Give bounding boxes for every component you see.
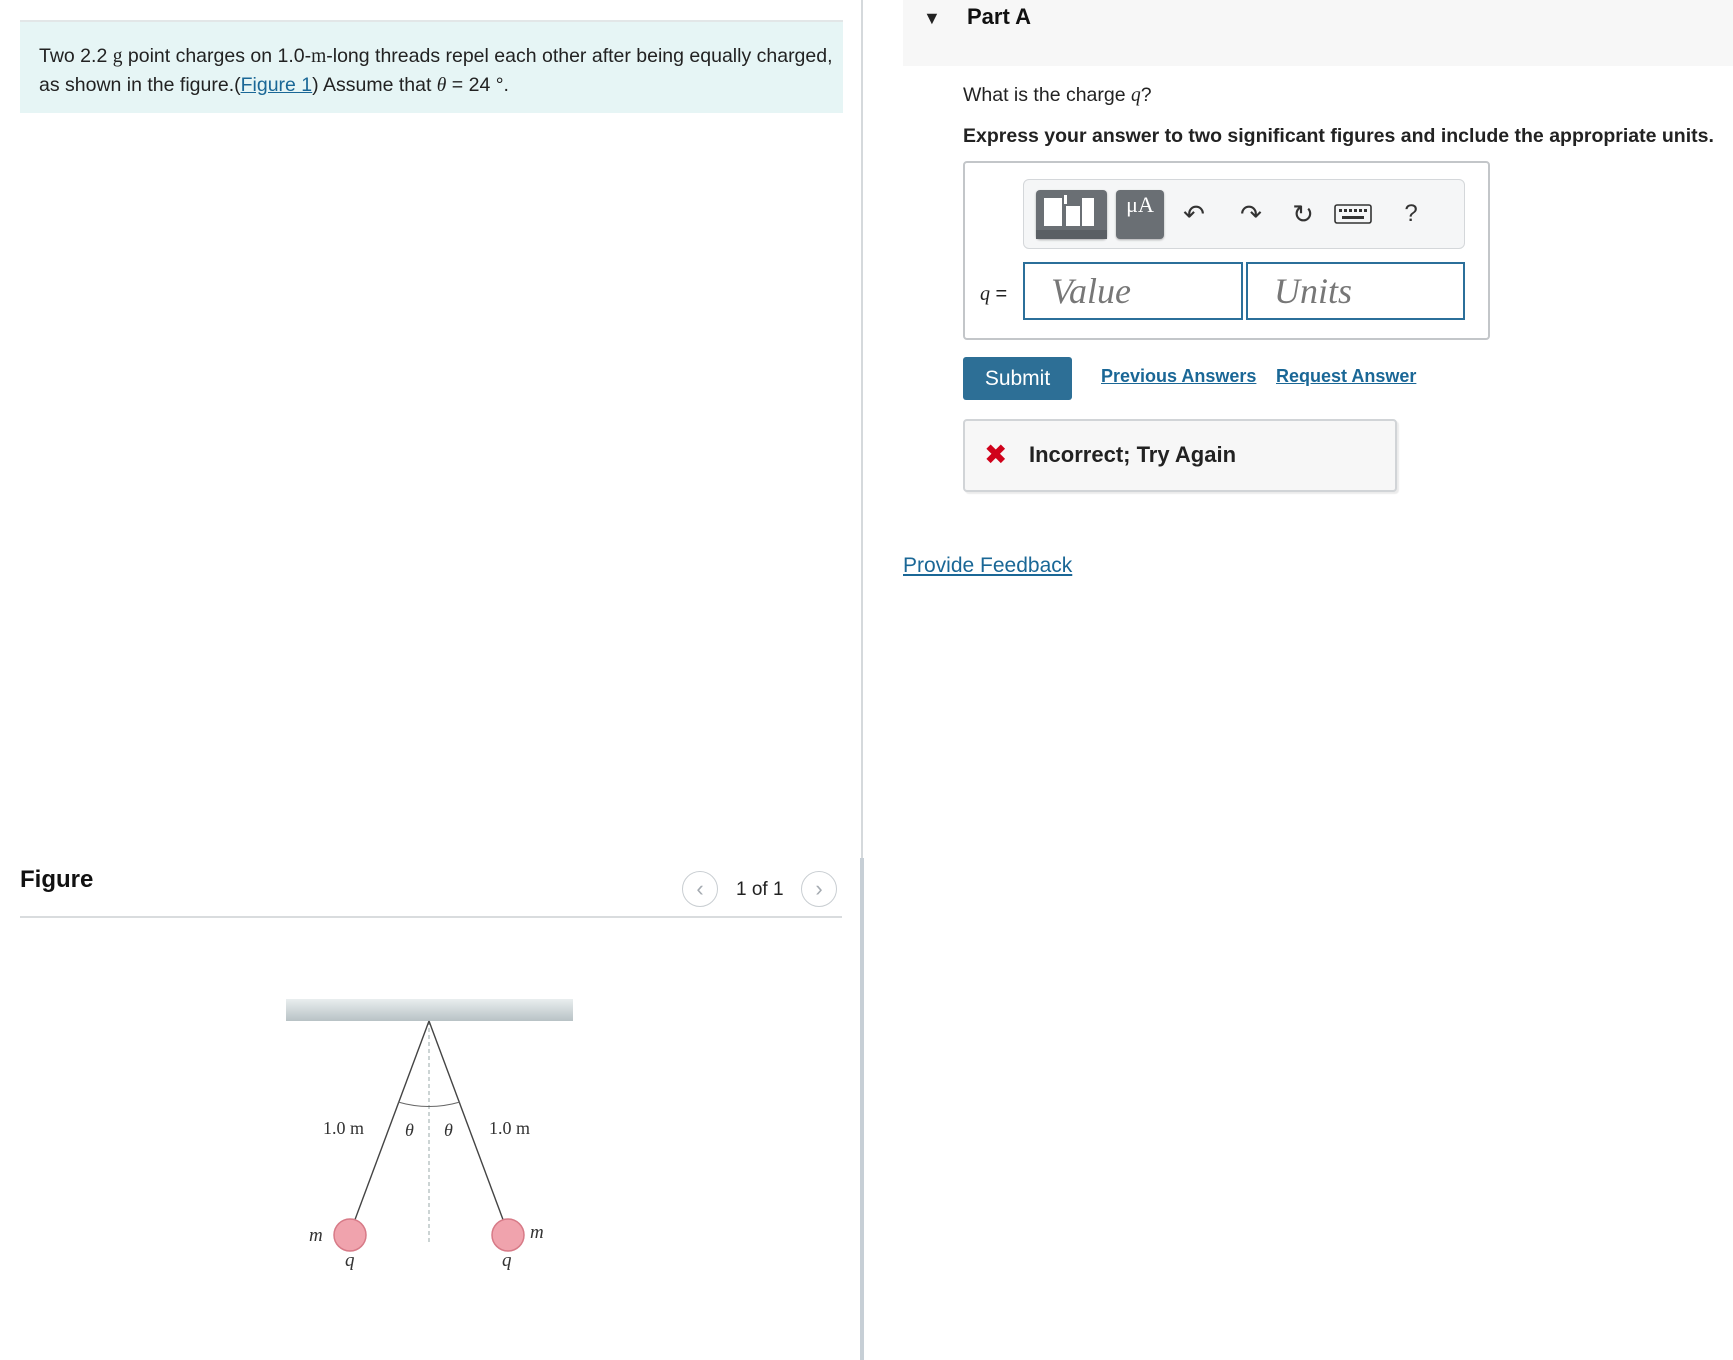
mass-right-label: m	[530, 1222, 544, 1243]
units-button-label: μA	[1126, 192, 1154, 217]
x-icon: ✖	[984, 439, 1008, 470]
keyboard-glyph	[1334, 203, 1372, 225]
unit-m: m	[311, 46, 327, 67]
previous-answers-link[interactable]: Previous Answers	[1101, 366, 1257, 386]
units-input[interactable]	[1246, 262, 1465, 320]
theta-right-label: θ	[444, 1120, 453, 1140]
provide-feedback-link[interactable]: Provide Feedback	[903, 554, 1073, 577]
units-button[interactable]	[1116, 190, 1164, 239]
problem-text: point charges on 1.0-	[122, 45, 312, 67]
theta-symbol: θ	[436, 75, 447, 96]
figure-title: Figure	[20, 866, 94, 893]
problem-statement	[20, 22, 843, 113]
chevron-left-icon: ‹	[696, 876, 704, 901]
question-text	[963, 84, 1152, 107]
problem-text: ) Assume that	[312, 74, 437, 96]
keyboard-icon[interactable]	[1333, 194, 1373, 234]
request-answer-link[interactable]: Request Answer	[1276, 366, 1417, 386]
mass-left-label: m	[309, 1225, 323, 1246]
answer-equals: =	[990, 283, 1008, 305]
answer-variable-label	[980, 283, 1007, 306]
question-text-part: ?	[1140, 84, 1152, 106]
question-variable: q	[1131, 85, 1141, 106]
problem-text: = 24 °.	[446, 74, 509, 96]
ball-left	[334, 1219, 366, 1251]
ceiling-bar	[286, 999, 573, 1021]
part-title: Part A	[967, 4, 1031, 29]
unit-g: g	[112, 46, 123, 67]
templates-button[interactable]	[1036, 190, 1107, 239]
value-input[interactable]	[1023, 262, 1243, 320]
help-button[interactable]: ?	[1404, 200, 1418, 227]
figure-diagram	[270, 985, 600, 1285]
reset-icon[interactable]: ↻	[1292, 198, 1314, 229]
submit-button[interactable]: Submit	[963, 357, 1072, 400]
templates-icon	[1036, 190, 1107, 239]
ball-right	[492, 1219, 524, 1251]
chevron-right-icon: ›	[815, 876, 823, 901]
charge-left-label: q	[345, 1250, 355, 1271]
question-text-part: What is the charge	[963, 84, 1131, 106]
undo-icon[interactable]: ↶	[1183, 198, 1205, 229]
theta-left-label: θ	[405, 1120, 414, 1140]
problem-text: -long threads repel each other after being equally charged, as shown in the figure.(	[39, 45, 833, 96]
problem-text: Two 2.2	[39, 45, 113, 67]
answer-instruction: Express your answer to two significant figures and include the appropriate units.	[963, 125, 1714, 147]
figure-counter: 1 of 1	[736, 879, 784, 900]
feedback-text: Incorrect; Try Again	[1029, 442, 1237, 467]
figure-header-rule	[20, 916, 842, 918]
figure-prev-button[interactable]	[682, 871, 718, 907]
thread-left-length-label: 1.0 m	[323, 1118, 365, 1138]
figure-link[interactable]: Figure 1	[240, 74, 313, 96]
figure-next-button[interactable]	[801, 871, 837, 907]
redo-icon[interactable]: ↷	[1240, 198, 1262, 229]
caret-down-icon[interactable]: ▼	[923, 8, 941, 28]
answer-variable: q	[980, 283, 990, 305]
charge-right-label: q	[502, 1250, 512, 1271]
problem-pane	[0, 0, 862, 1360]
pane-divider-highlight	[860, 858, 864, 1360]
thread-right-length-label: 1.0 m	[489, 1118, 531, 1138]
